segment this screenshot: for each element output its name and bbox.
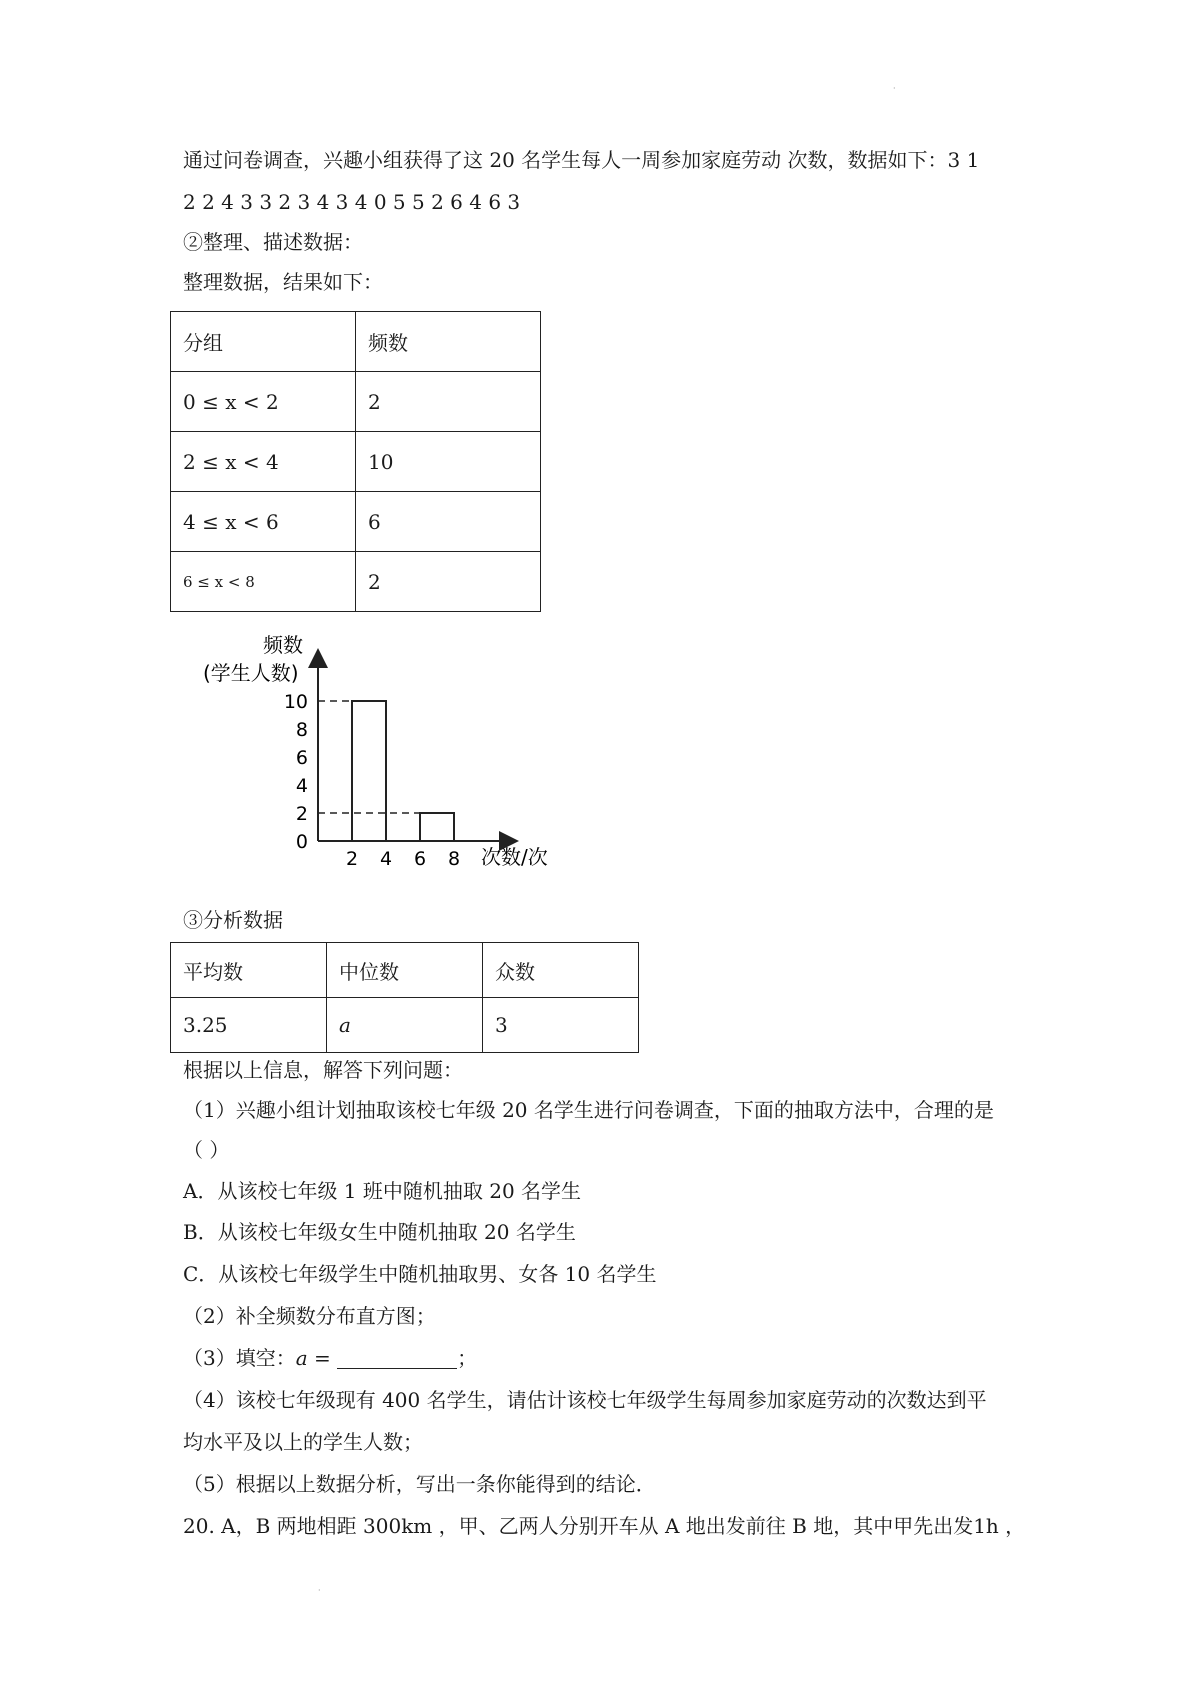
table-row [171, 312, 541, 372]
header-median: 中位数 [327, 943, 483, 998]
question-3 [183, 1344, 477, 1372]
answer-blank[interactable] [337, 1346, 457, 1369]
count-cell: 2 [356, 372, 541, 432]
y-tick-label: 6 [295, 747, 308, 769]
frequency-table [170, 311, 541, 612]
group-cell: 4 ≤ x < 6 [171, 492, 356, 552]
header-group: 分组 [171, 312, 356, 372]
y-axis-label-line-1: 频数 [263, 633, 303, 657]
x-tick-label: 8 [447, 848, 461, 868]
scan-dot: · [893, 84, 896, 93]
section-3-title: ③分析数据 [183, 908, 283, 932]
question-4-line-2: 均水平及以上的学生人数； [183, 1430, 423, 1454]
table-row [171, 552, 541, 612]
frequency-histogram [195, 628, 565, 868]
question-5: （5）根据以上数据分析，写出一条你能得到的结论． [183, 1472, 656, 1496]
y-tick-label: 10 [283, 691, 308, 713]
intro-line-2: 2 2 4 3 3 2 3 4 3 4 0 5 5 2 6 4 6 3 [183, 190, 521, 214]
question-20: 20. A，B 两地相距 300km ，甲、乙两人分别开车从 A 地出发前往 B 地，其中甲先出发1h ， [183, 1514, 1026, 1538]
header-mean: 平均数 [171, 943, 327, 998]
y-tick-label: 4 [295, 775, 308, 797]
question-4-line-1: （4）该校七年级现有 400 名学生，请估计该校七年级学生每周参加家庭劳动的次数达到平 [183, 1388, 987, 1412]
analysis-table [170, 942, 639, 1053]
y-tick-label: 2 [295, 803, 308, 825]
x-tick-label: 2 [345, 848, 359, 868]
option-a: A．从该校七年级 1 班中随机抽取 20 名学生 [183, 1179, 582, 1203]
y-tick-label: 0 [295, 831, 308, 853]
table-row [171, 372, 541, 432]
scan-dot: · [318, 1586, 321, 1595]
y-axis-label-line-2: (学生人数) [203, 661, 299, 685]
questions-lead: 根据以上信息，解答下列问题： [183, 1058, 463, 1082]
x-tick-label: 4 [379, 848, 393, 868]
count-cell: 2 [356, 552, 541, 612]
histogram-bar [420, 813, 454, 841]
section-2-title: ②整理、描述数据： [183, 230, 363, 254]
mode-value: 3 [483, 998, 639, 1053]
question-3-variable: a [295, 1346, 308, 1370]
count-cell: 6 [356, 492, 541, 552]
histogram-bar [352, 701, 386, 841]
question-3-prefix: （3）填空： [183, 1346, 296, 1370]
question-3-suffix: ； [457, 1346, 478, 1370]
group-cell: 0 ≤ x < 2 [171, 372, 356, 432]
table-row [171, 998, 639, 1053]
count-cell: 10 [356, 432, 541, 492]
header-count: 频数 [356, 312, 541, 372]
table-row [171, 943, 639, 998]
x-tick-label: 6 [413, 848, 427, 868]
mean-value: 3.25 [171, 998, 327, 1053]
question-2: （2）补全频数分布直方图； [183, 1304, 436, 1328]
question-1-line-2: （ ） [183, 1138, 230, 1162]
median-value: a [327, 998, 483, 1053]
section-2-subtitle: 整理数据，结果如下： [183, 270, 383, 294]
option-c: C．从该校七年级学生中随机抽取男、女各 10 名学生 [183, 1262, 657, 1286]
option-b: B．从该校七年级女生中随机抽取 20 名学生 [183, 1220, 576, 1244]
y-tick-label: 8 [295, 719, 308, 741]
header-mode: 众数 [483, 943, 639, 998]
table-row [171, 492, 541, 552]
intro-line-1: 通过问卷调查，兴趣小组获得了这 20 名学生每人一周参加家庭劳动 次数，数据如下：3 1 [183, 148, 980, 172]
question-1-line-1: （1）兴趣小组计划抽取该校七年级 20 名学生进行问卷调查，下面的抽取方法中，合理的是 [183, 1098, 994, 1122]
group-cell: 6 ≤ x < 8 [171, 552, 356, 612]
x-axis-label: 次数/次 [481, 845, 548, 868]
table-row [171, 432, 541, 492]
group-cell: 2 ≤ x < 4 [171, 432, 356, 492]
question-3-equals: = [307, 1346, 338, 1370]
